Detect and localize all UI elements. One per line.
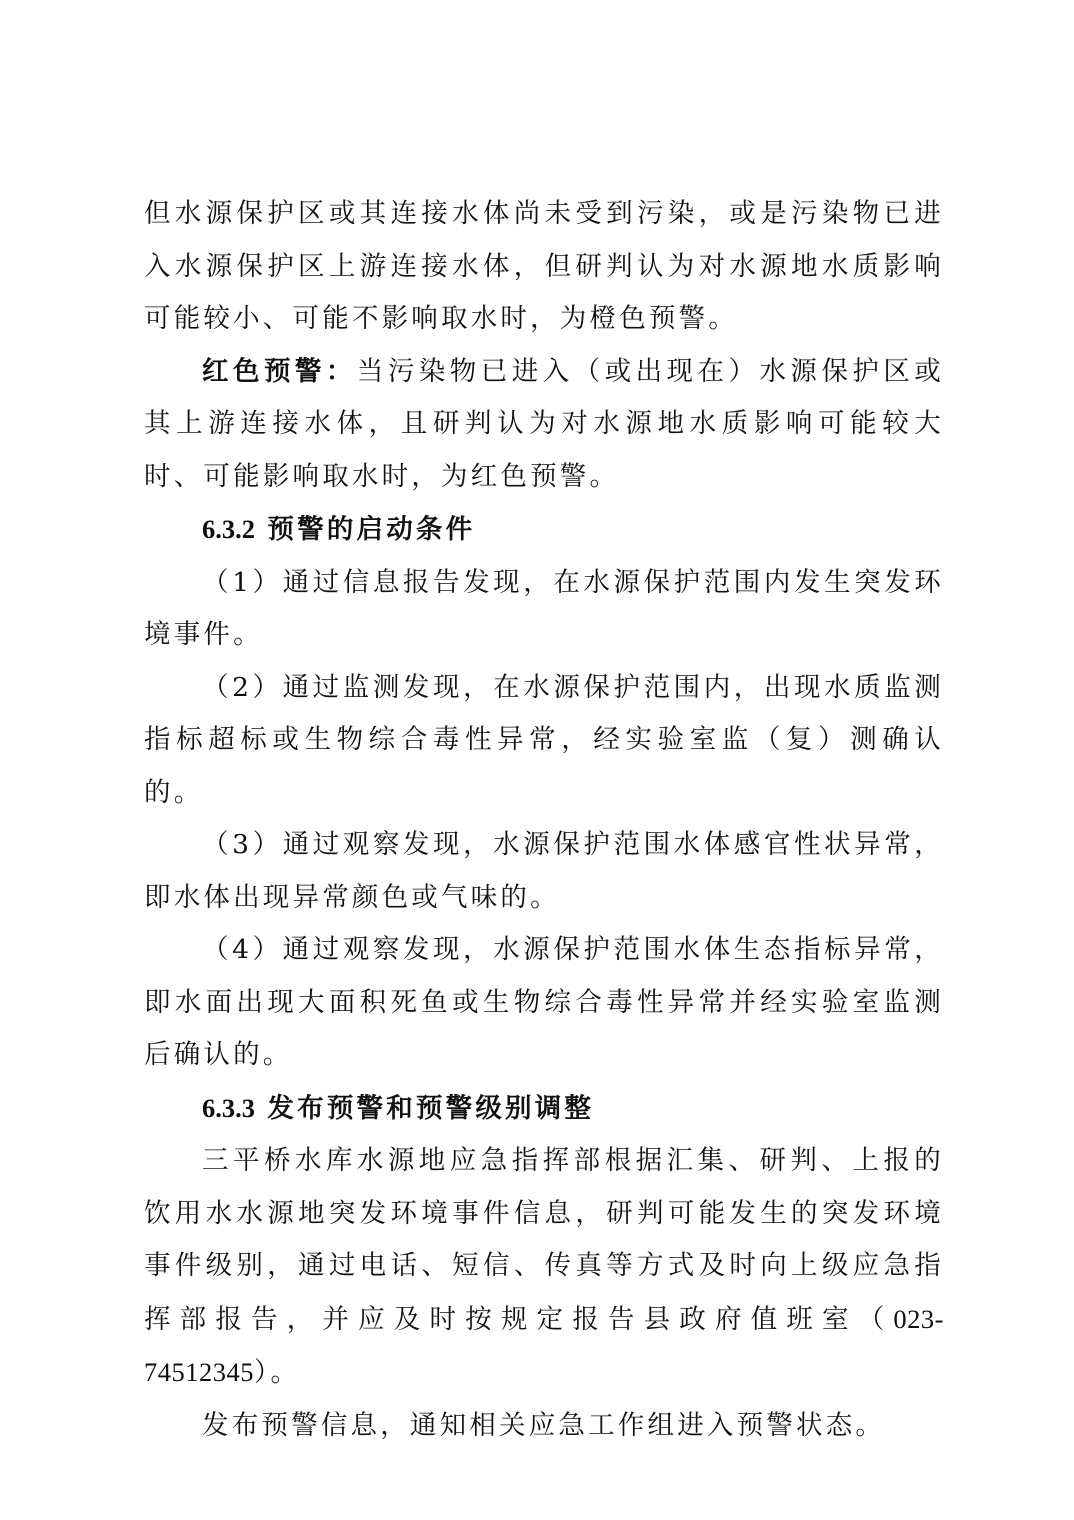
warning-release-tail: ）。 [254, 1357, 301, 1388]
list-item-4: （4）通过观察发现，水源保护范围水体生态指标异常，即水面出现大面积死鱼或生物综合毒性异常并经实验室监测后确认的。 [144, 934, 944, 1070]
section-title: 发布预警和预警级别调整 [255, 1092, 595, 1124]
duty-room-phone: 023-74512345 [144, 1303, 944, 1387]
section-number: 6.3.2 [202, 514, 255, 544]
list-item-3: （3）通过观察发现，水源保护范围水体感官性状异常，即水体出现异常颜色或气味的。 [144, 829, 944, 913]
red-warning-text: 当污染物已进入（或出现在）水源保护区或其上游连接水体，且研判认为对水源地水质影响可能较大时、可能影响取水时，为红色预警。 [144, 355, 945, 492]
list-item-1: （1）通过信息报告发现，在水源保护范围内发生突发环境事件。 [144, 566, 944, 650]
paragraph-red-warning [144, 346, 944, 504]
list-item-2: （2）通过监测发现，在水源保护范围内，出现水质监测指标超标或生物综合毒性异常，经实验室监（复）测确认的。 [144, 671, 944, 808]
paragraph-warning-notice: 发布预警信息，通知相关应急工作组进入预警状态。 [202, 1409, 886, 1441]
section-heading-6-3-3 [144, 1082, 944, 1136]
section-title: 预警的启动条件 [255, 514, 476, 545]
red-warning-label: 红色预警： [202, 355, 357, 387]
document-body [144, 188, 944, 1452]
warning-release-text: 三平桥水库水源地应急指挥部根据汇集、研判、上报的饮用水水源地突发环境事件信息，研判可能发生的突发环境事件级别，通过电话、短信、传真等方式及时向上级应急指挥部报告，并应及时按规定报告县政府值班室（ [144, 1145, 944, 1335]
paragraph-orange-warning: 但水源保护区或其连接水体尚未受到污染，或是污染物已进入水源保护区上游连接水体，但研判认为对水源地水质影响可能较小、可能不影响取水时，为橙色预警。 [144, 198, 944, 334]
paragraph-warning-release [144, 1135, 944, 1400]
section-number: 6.3.3 [202, 1092, 255, 1123]
section-heading-6-3-2 [144, 503, 944, 557]
